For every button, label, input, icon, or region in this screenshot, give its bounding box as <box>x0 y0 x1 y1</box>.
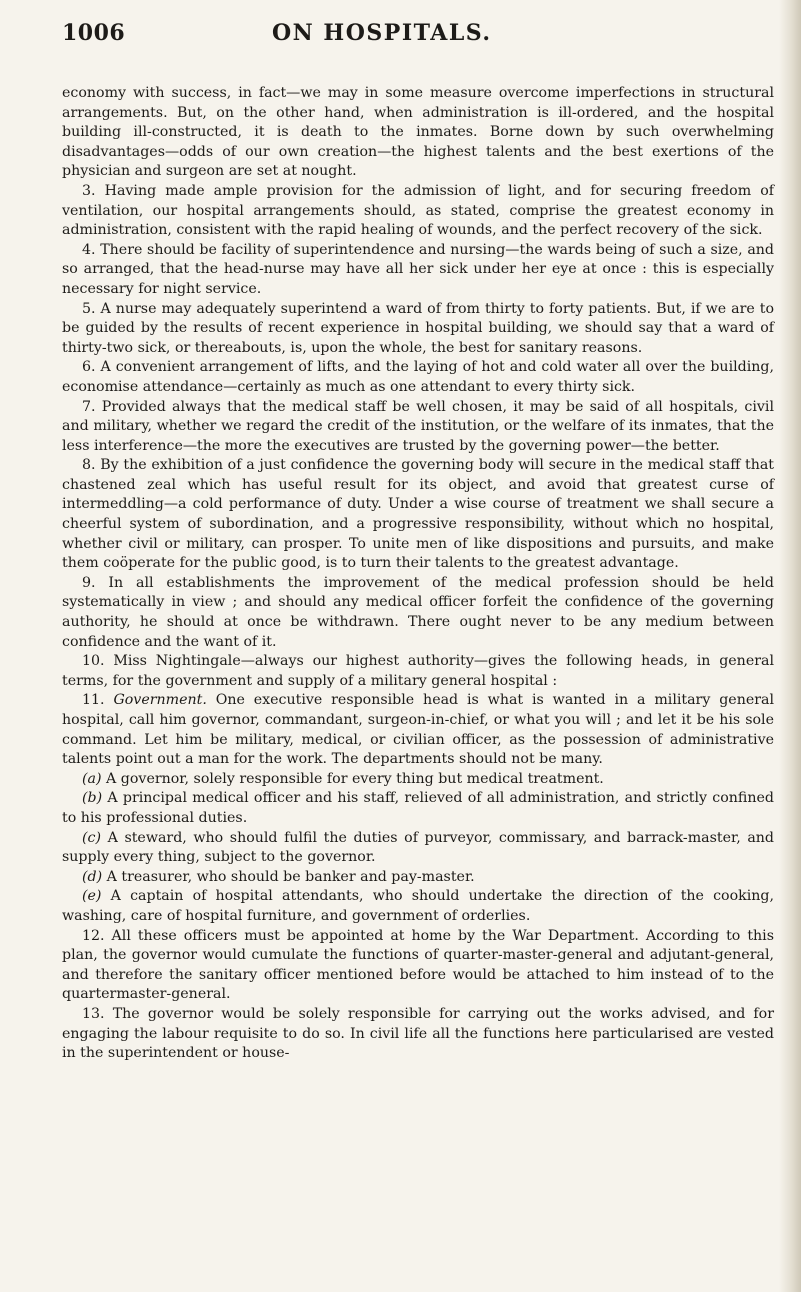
section-number: 11. <box>82 692 114 709</box>
officer-mark: (b) <box>82 790 108 807</box>
paragraph-6: 6. A convenient arrangement of lifts, and the laying of hot and cold water all over the building, economise attendance—certainly as much as one attendant to every thirty sick. <box>62 359 774 395</box>
officer-text: A principal medical officer and his staff, relieved of all administration, and strictly confined to his professional duties. <box>62 790 774 826</box>
running-head <box>62 20 762 60</box>
section-text: One executive responsible head is what is wanted in a military general hospital, call him governor, commandant, surgeon-in-chief, or what you will ; and let it be his sole command. Let him be military, medical, or civilian officer, as the possession of administrative talents point out a man for the work. The departments should not be many. <box>62 692 775 768</box>
paragraph-11 <box>62 691 774 769</box>
text-body <box>62 84 774 1064</box>
paragraph-7: 7. Provided always that the medical staff be well chosen, it may be said of all hospitals, civil and military, whether we regard the credit of the institution, or the welfare of its inmates, that the less interference—the more the executives are trusted by the governing power—the better. <box>62 398 774 454</box>
officer-item-c <box>62 829 774 868</box>
paragraph-continuation: economy with success, in fact—we may in some measure overcome imperfections in structural arrangements. But, on the other hand, when administration is ill-ordered, and the hospital building ill-constructed, it is death to the inmates. Borne down by such overwhelming disadvantages—odds of our own creation—the highest talents and the best exertions of the physician and surgeon are set at nought. <box>62 85 774 180</box>
officer-item-b <box>62 789 774 828</box>
page-number: 1006 <box>62 20 126 46</box>
officer-text: A steward, who should fulfil the duties of purveyor, commissary, and barrack-master, and supply every thing, subject to the governor. <box>62 829 774 866</box>
running-title: ON HOSPITALS. <box>272 20 492 46</box>
officer-text: A treasurer, who should be banker and pay-master. <box>106 868 475 885</box>
officer-text: A governor, solely responsible for every thing but medical treatment. <box>106 770 604 787</box>
paragraph-13: 13. The governor would be solely responsible for carrying out the works advised, and for engaging the labour requisite to do so. In civil life all the functions here particularised are vested in the superintendent or house- <box>62 1005 774 1062</box>
paragraph-12: 12. All these officers must be appointed at home by the War Department. According to this plan, the governor would cumulate the functions of quarter-master-general and adjutant-general, and therefore the sanitary officer mentioned before would be attached to him instead of to the quartermaster-general. <box>62 927 774 1003</box>
officer-item-a <box>62 770 774 790</box>
page-edge-shadow <box>779 0 801 1292</box>
paragraph-4: 4. There should be facility of superintendence and nursing—the wards being of such a size, and so arranged, that the head-nurse may have all her sick under her eye at once : this is especially necessary for night service. <box>62 241 774 297</box>
section-heading: Government. <box>113 692 216 709</box>
officer-mark: (c) <box>82 829 108 846</box>
paragraph-8: 8. By the exhibition of a just confidence the governing body will secure in the medical staff that chastened zeal which has useful result for its object, and avoid that greatest curse of intermeddling—a cold performance of duty. Under a wise course of treatment we shall secure a cheerful system of subordination, and a progressive responsibility, without which no hospital, whether civil or military, can prosper. To unite men of like dispositions and pursuits, and make them coöperate for the public good, is to turn their talents to the greatest advantage. <box>62 457 774 572</box>
officer-mark: (a) <box>82 770 107 787</box>
officer-text: A captain of hospital attendants, who should undertake the direction of the cooking, washing, care of hospital furniture, and government of orderlies. <box>62 888 774 924</box>
paragraph-3: 3. Having made ample provision for the admission of light, and for securing freedom of ventilation, our hospital arrangements should, as stated, comprise the greatest economy in administration, consistent with the rapid healing of wounds, and the perfect recovery of the sick. <box>62 182 774 239</box>
paragraph-9: 9. In all establishments the improvement of the medical profession should be held systematically in view ; and should any medical officer forfeit the confidence of the governing authority, he should at once be withdrawn. There ought never to be any medium between confidence and the want of it. <box>62 574 774 650</box>
officer-mark: (e) <box>82 888 111 905</box>
officer-item-d <box>62 868 774 888</box>
paragraph-10: 10. Miss Nightingale—always our highest authority—gives the following heads, in general terms, for the government and supply of a military general hospital : <box>62 653 774 689</box>
paragraph-5: 5. A nurse may adequately superintend a ward of from thirty to forty patients. But, if we are to be guided by the results of recent experience in hospital building, we should say that a ward of thirty-two sick, or thereabouts, is, upon the whole, the best for sanitary reasons. <box>62 300 774 356</box>
officer-item-e <box>62 887 774 926</box>
officer-mark: (d) <box>82 868 107 885</box>
